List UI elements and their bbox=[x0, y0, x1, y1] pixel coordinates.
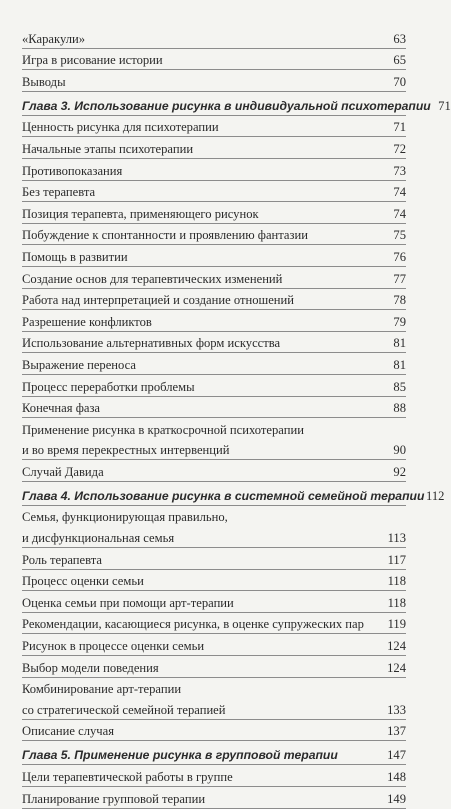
entry-title: Помощь в развитии bbox=[22, 249, 128, 264]
page-number: 118 bbox=[387, 574, 406, 589]
toc-chapter-row bbox=[22, 482, 445, 506]
toc-entry-row bbox=[22, 49, 406, 71]
toc-entry-row bbox=[22, 375, 406, 397]
entry-title: Случай Давида bbox=[22, 464, 104, 479]
page-number: 71 bbox=[438, 98, 451, 113]
page-number: 73 bbox=[393, 163, 406, 178]
entry-title: Конечная фаза bbox=[22, 401, 101, 416]
toc-entry-row bbox=[22, 332, 406, 354]
page-number: 75 bbox=[393, 228, 406, 243]
page-number: 79 bbox=[393, 314, 406, 329]
toc-entry-row bbox=[22, 570, 406, 592]
toc-entry-row bbox=[22, 418, 406, 439]
toc-chapter-row bbox=[22, 741, 406, 765]
page-number: 124 bbox=[387, 639, 406, 654]
page-number: 92 bbox=[393, 464, 406, 479]
toc-entry-row bbox=[22, 202, 406, 224]
chapter-title: Глава 5. Применение рисунка в групповой терапии bbox=[22, 748, 338, 763]
toc-entry-row bbox=[22, 116, 406, 138]
toc-entry-row bbox=[22, 27, 406, 49]
entry-title: Игра в рисование истории bbox=[22, 53, 163, 68]
toc-entry-row bbox=[22, 245, 406, 267]
toc-chapter-row bbox=[22, 92, 451, 116]
entry-title: Ценность рисунка для психотерапии bbox=[22, 120, 219, 135]
toc-entry-row bbox=[22, 159, 406, 181]
page-number: 148 bbox=[387, 770, 406, 784]
entry-title: Оценка семьи при помощи арт-терапии bbox=[22, 595, 234, 610]
entry-title: Комбинирование арт-терапии bbox=[22, 682, 182, 697]
toc-entry-row bbox=[22, 137, 406, 159]
toc-entry-row bbox=[22, 70, 406, 92]
page-number: 76 bbox=[393, 249, 406, 264]
toc-entry-row bbox=[22, 591, 406, 613]
entry-title: Начальные этапы психотерапии bbox=[22, 141, 194, 156]
page-number: 113 bbox=[387, 531, 406, 546]
toc-entry-row bbox=[22, 267, 406, 289]
page-number: 133 bbox=[387, 702, 406, 717]
page-number: 88 bbox=[393, 401, 406, 416]
table-of-contents bbox=[22, 27, 451, 809]
entry-title: со стратегической семейной терапией bbox=[22, 702, 226, 717]
page-number: 74 bbox=[393, 206, 406, 221]
page-number: 74 bbox=[393, 185, 406, 200]
page-number: 149 bbox=[387, 791, 406, 806]
entry-title: Использование альтернативных форм искусства bbox=[22, 336, 281, 351]
entry-title: Создание основ для терапевтических изменений bbox=[22, 271, 283, 286]
page-number: 72 bbox=[393, 141, 406, 156]
page-number: 117 bbox=[387, 552, 406, 567]
toc-entry-row bbox=[22, 678, 406, 699]
toc-entry-row bbox=[22, 460, 406, 482]
toc-entry-row bbox=[22, 634, 406, 656]
toc-entry-row bbox=[22, 181, 406, 203]
page-number: 81 bbox=[393, 336, 406, 351]
entry-title: Выбор модели поведения bbox=[22, 660, 159, 675]
entry-title: Планирование групповой терапии bbox=[22, 791, 206, 806]
page-number: 85 bbox=[393, 379, 406, 394]
toc-entry-row bbox=[22, 613, 406, 635]
page-number: 137 bbox=[387, 724, 406, 739]
toc-entry-row bbox=[22, 720, 406, 742]
entry-title: Выражение переноса bbox=[22, 357, 136, 372]
toc-entry-row bbox=[22, 310, 406, 332]
page-number: 63 bbox=[393, 31, 406, 46]
page-number: 71 bbox=[393, 120, 406, 135]
entry-title: Выводы bbox=[22, 74, 66, 89]
page-number: 119 bbox=[387, 617, 406, 632]
entry-title: «Каракули» bbox=[22, 31, 86, 46]
page-number: 65 bbox=[393, 53, 406, 68]
page-number: 112 bbox=[426, 488, 445, 503]
entry-title: Семья, функционирующая правильно, bbox=[22, 510, 228, 525]
page-number: 78 bbox=[393, 293, 406, 308]
page-number: 124 bbox=[387, 660, 406, 675]
entry-title: Побуждение к спонтанности и проявлению фантазии bbox=[22, 228, 308, 243]
toc-entry-row bbox=[22, 787, 406, 809]
toc-entry-row bbox=[22, 526, 406, 548]
toc-entry-row bbox=[22, 353, 406, 375]
page-number: 118 bbox=[387, 595, 406, 610]
page-number: 90 bbox=[393, 443, 406, 458]
entry-title: Роль терапевта bbox=[22, 552, 103, 567]
toc-entry-row bbox=[22, 656, 406, 678]
entry-title: Процесс переработки проблемы bbox=[22, 379, 195, 394]
entry-title: Процесс оценки семьи bbox=[22, 574, 144, 589]
entry-title: Описание случая bbox=[22, 724, 115, 739]
toc-entry-row bbox=[22, 698, 406, 720]
page-number: 70 bbox=[393, 74, 406, 89]
toc-entry-row bbox=[22, 765, 406, 787]
toc-entry-row bbox=[22, 506, 406, 527]
toc-entry-row bbox=[22, 548, 406, 570]
entry-title: Противопоказания bbox=[22, 163, 123, 178]
entry-title: Без терапевта bbox=[22, 185, 96, 200]
toc-entry-row bbox=[22, 397, 406, 419]
toc-entry-row bbox=[22, 289, 406, 311]
entry-title: Разрешение конфликтов bbox=[22, 314, 152, 329]
page-number: 77 bbox=[393, 271, 406, 286]
entry-title: и дисфункциональная семья bbox=[22, 531, 175, 546]
chapter-title: Глава 4. Использование рисунка в системной семейной терапии bbox=[22, 488, 425, 503]
entry-title: Рекомендации, касающиеся рисунка, в оценке супружеских пар bbox=[22, 617, 364, 632]
entry-title: Работа над интерпретацией и создание отношений bbox=[22, 293, 295, 308]
entry-title: и во время перекрестных интервенций bbox=[22, 443, 230, 458]
entry-title: Применение рисунка в краткосрочной психотерапии bbox=[22, 422, 304, 437]
entry-title: Цели терапевтической работы в группе bbox=[22, 770, 233, 784]
page-number: 147 bbox=[387, 748, 406, 763]
toc-entry-row bbox=[22, 439, 406, 461]
chapter-title: Глава 3. Использование рисунка в индивидуальной психотерапии bbox=[22, 98, 431, 113]
toc-entry-row bbox=[22, 224, 406, 246]
page-number: 81 bbox=[393, 357, 406, 372]
entry-title: Позиция терапевта, применяющего рисунок bbox=[22, 206, 259, 221]
entry-title: Рисунок в процессе оценки семьи bbox=[22, 639, 205, 654]
